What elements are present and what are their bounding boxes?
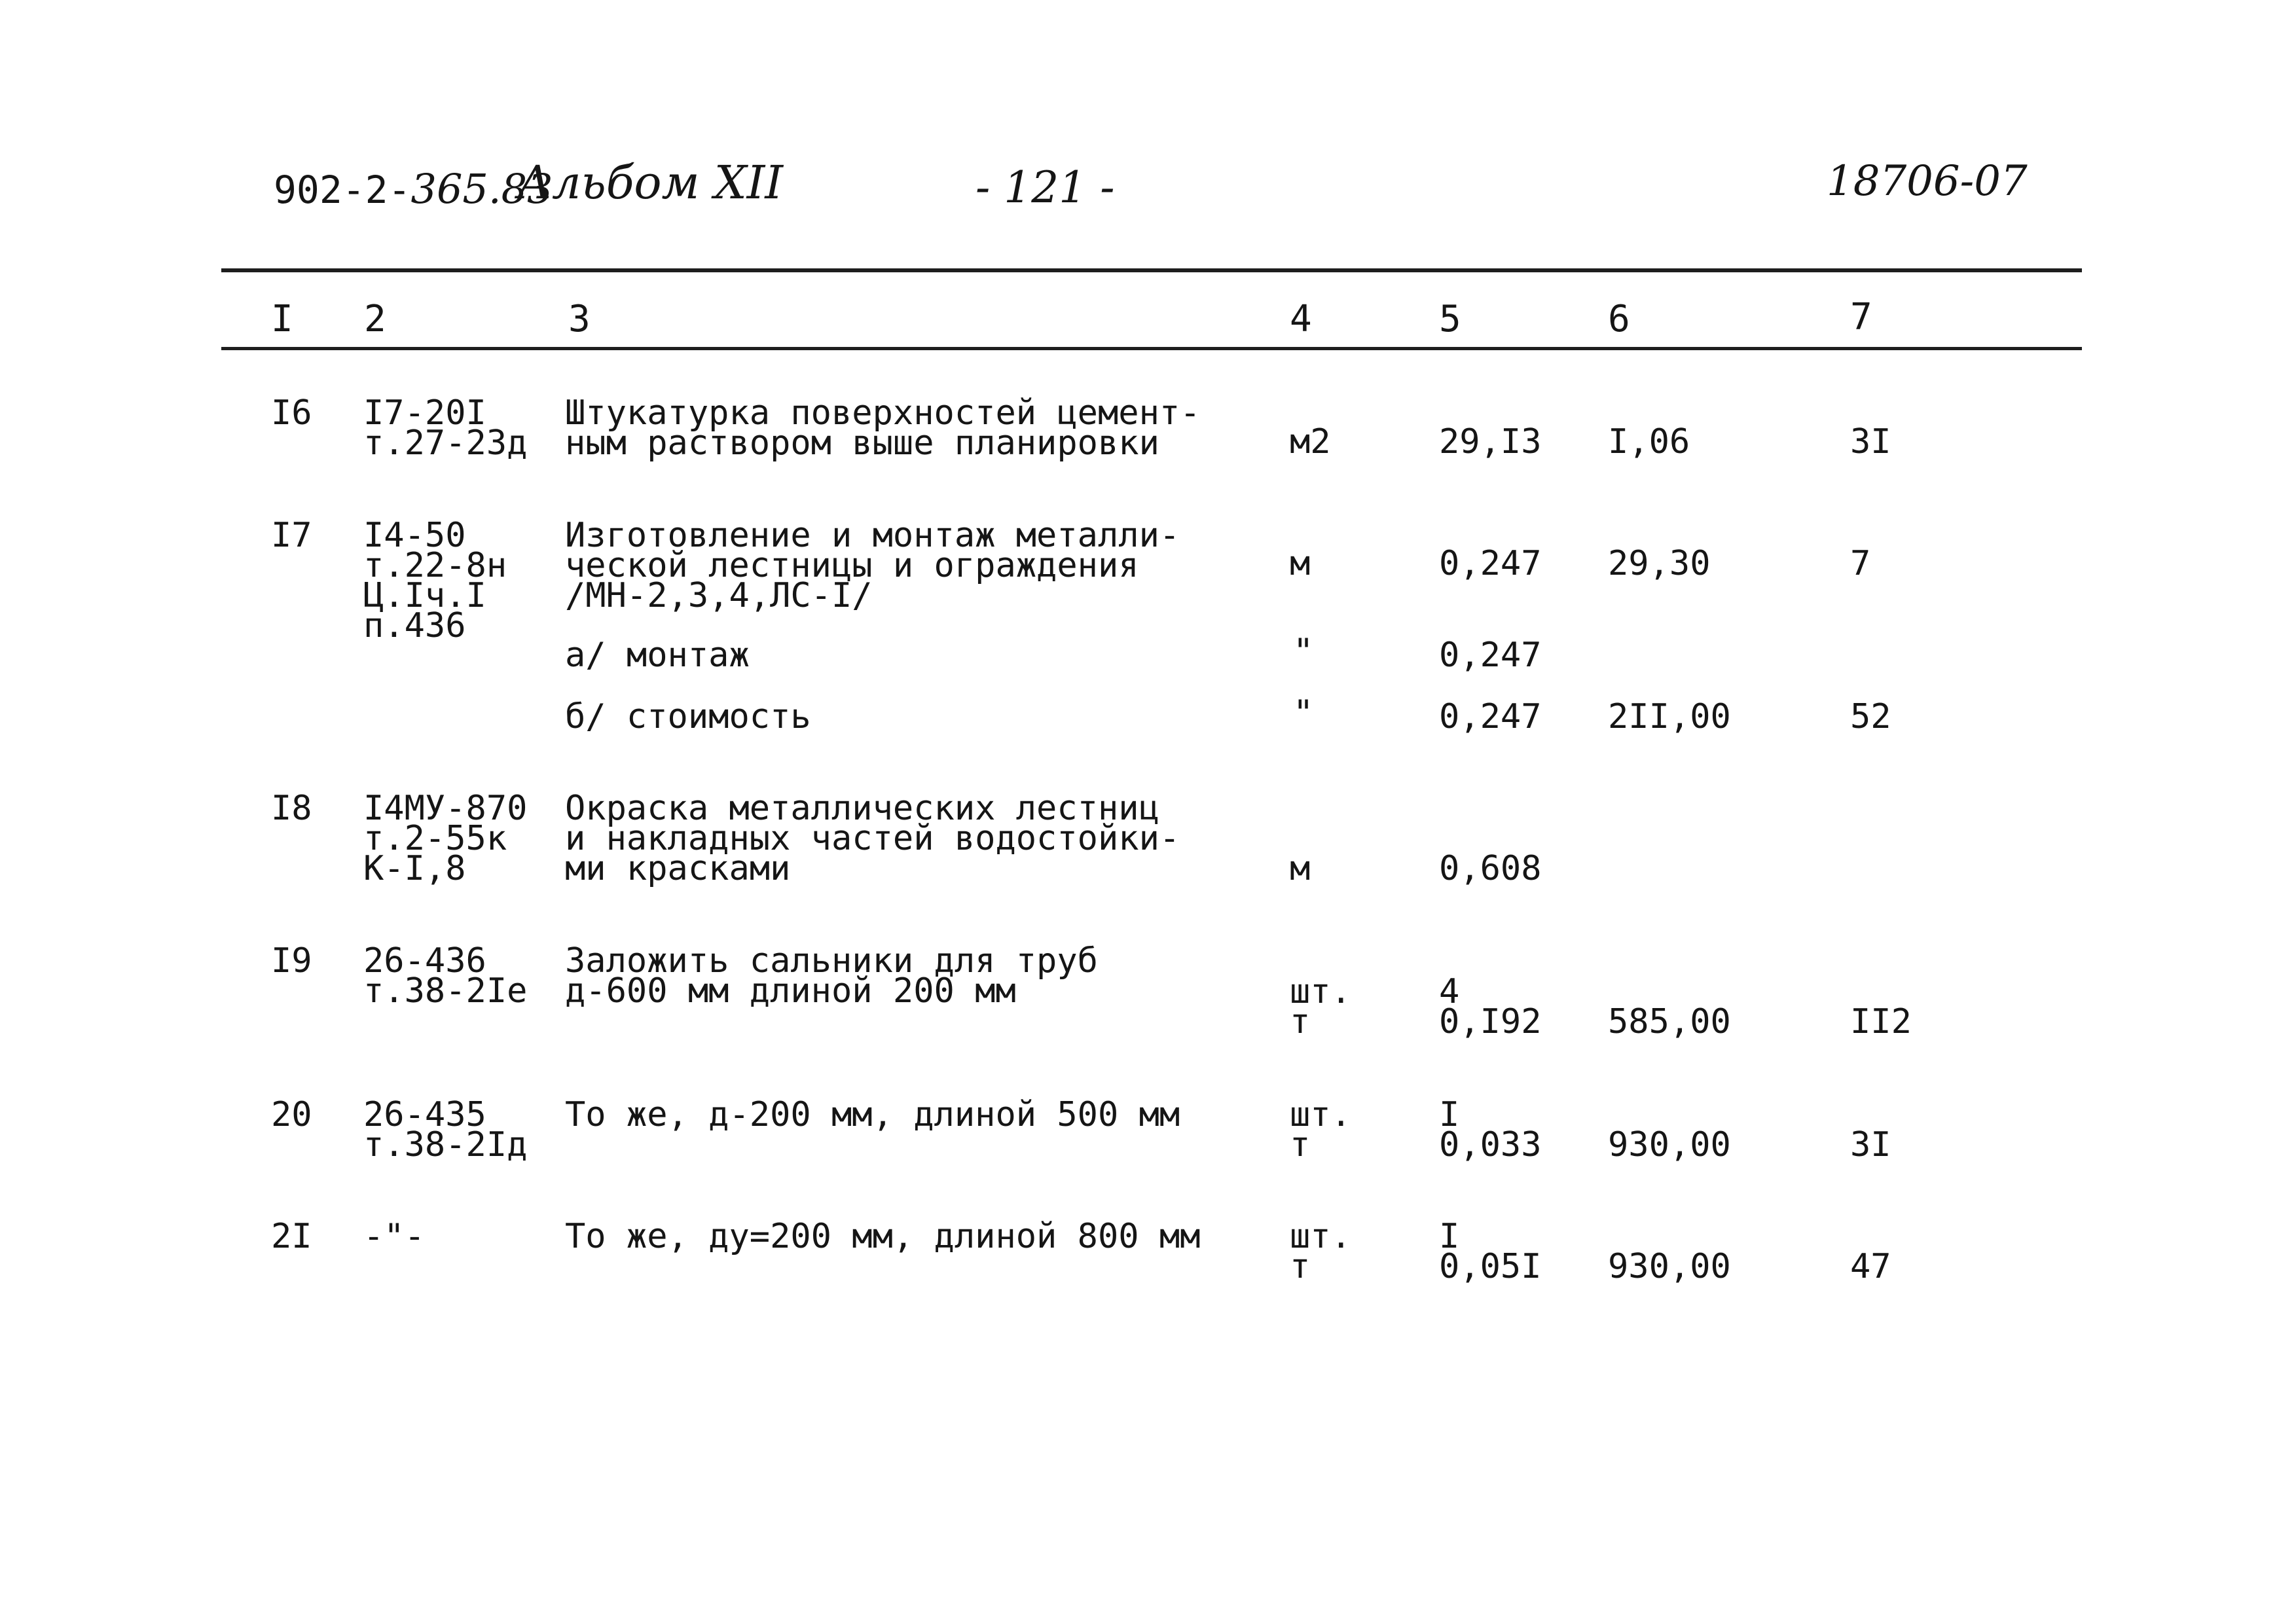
total-cost: 7	[1850, 544, 1871, 583]
document-code-handwritten: 365.83	[410, 165, 553, 213]
unit: "	[1293, 632, 1314, 671]
norm-code: I4МУ-870 т.2-55к К-I,8	[363, 789, 528, 888]
total-cost: 52	[1850, 697, 1891, 736]
unit: "	[1293, 693, 1314, 732]
unit-price: I,06	[1608, 422, 1690, 461]
unit-price: 930,00	[1608, 1125, 1731, 1164]
unit-price: 585,00	[1608, 1002, 1731, 1041]
total-cost: 3I	[1850, 422, 1891, 461]
quantity: 0,247	[1439, 636, 1542, 675]
table-top-rule	[221, 268, 2082, 272]
album-label: Альбом XII	[517, 156, 783, 209]
unit: шт. т	[1290, 1217, 1351, 1286]
row-number: 2I	[271, 1217, 312, 1256]
quantity: 0,608	[1439, 849, 1542, 888]
column-header-3: 3	[568, 298, 591, 340]
norm-code: I4-50 т.22-8н Ц.Iч.I п.436	[363, 516, 507, 645]
unit: м	[1290, 849, 1311, 888]
unit-price: 2II,00	[1608, 697, 1731, 736]
document-code-printed: 902-2-	[274, 168, 411, 212]
norm-code: I7-20I т.27-23д	[363, 393, 528, 463]
norm-code: 26-436 т.38-2Iе	[363, 941, 528, 1011]
archive-number: 18706-07	[1827, 157, 2028, 206]
total-cost: II2	[1850, 1002, 1912, 1041]
page-number: - 121 -	[975, 162, 1115, 213]
work-description: То же, ду=200 мм, длиной 800 мм	[565, 1217, 1201, 1256]
unit: шт. т	[1290, 1095, 1351, 1164]
total-cost: 3I	[1850, 1125, 1891, 1164]
quantity: 0,247	[1439, 697, 1542, 736]
norm-code: -"-	[363, 1217, 425, 1256]
work-description: Окраска металлических лестниц и накладных частей водостойки- ми красками	[565, 789, 1180, 888]
work-description: То же, д-200 мм, длиной 500 мм	[565, 1095, 1180, 1134]
unit: м2	[1290, 422, 1331, 461]
work-description: б/ стоимость	[565, 697, 811, 736]
row-number: 20	[271, 1095, 312, 1134]
column-header-6: 6	[1608, 298, 1630, 340]
work-description: Изготовление и монтаж металли- ческой лестницы и ограждения /МН-2,3,4,ЛС-I/	[565, 516, 1180, 615]
column-header-5: 5	[1439, 298, 1461, 340]
column-header-2: 2	[364, 298, 386, 340]
norm-code: 26-435 т.38-2Iд	[363, 1095, 528, 1164]
work-description: а/ монтаж	[565, 636, 750, 675]
row-number: I6	[271, 393, 312, 433]
column-header-7: 7	[1850, 296, 1872, 338]
total-cost: 47	[1850, 1247, 1891, 1286]
column-header-4: 4	[1290, 298, 1312, 340]
quantity: I 0,05I	[1439, 1217, 1542, 1286]
work-description: Заложить сальники для труб д-600 мм длиной 200 мм	[565, 941, 1098, 1011]
quantity: 4 0,I92	[1439, 972, 1542, 1041]
row-number: I8	[271, 789, 312, 828]
unit-price: 930,00	[1608, 1247, 1731, 1286]
unit-price: 29,30	[1608, 544, 1711, 583]
table-header-rule	[221, 347, 2082, 350]
row-number: I9	[271, 941, 312, 981]
document-code	[274, 165, 553, 213]
unit: м	[1290, 544, 1311, 583]
row-number: I7	[271, 516, 312, 555]
work-description: Штукатурка поверхностей цемент- ным раствором выше планировки	[565, 393, 1201, 463]
quantity: 0,247	[1439, 544, 1542, 583]
column-header-1: I	[271, 298, 293, 340]
quantity: 29,I3	[1439, 422, 1542, 461]
quantity: I 0,033	[1439, 1095, 1542, 1164]
unit: шт. т	[1290, 972, 1351, 1041]
